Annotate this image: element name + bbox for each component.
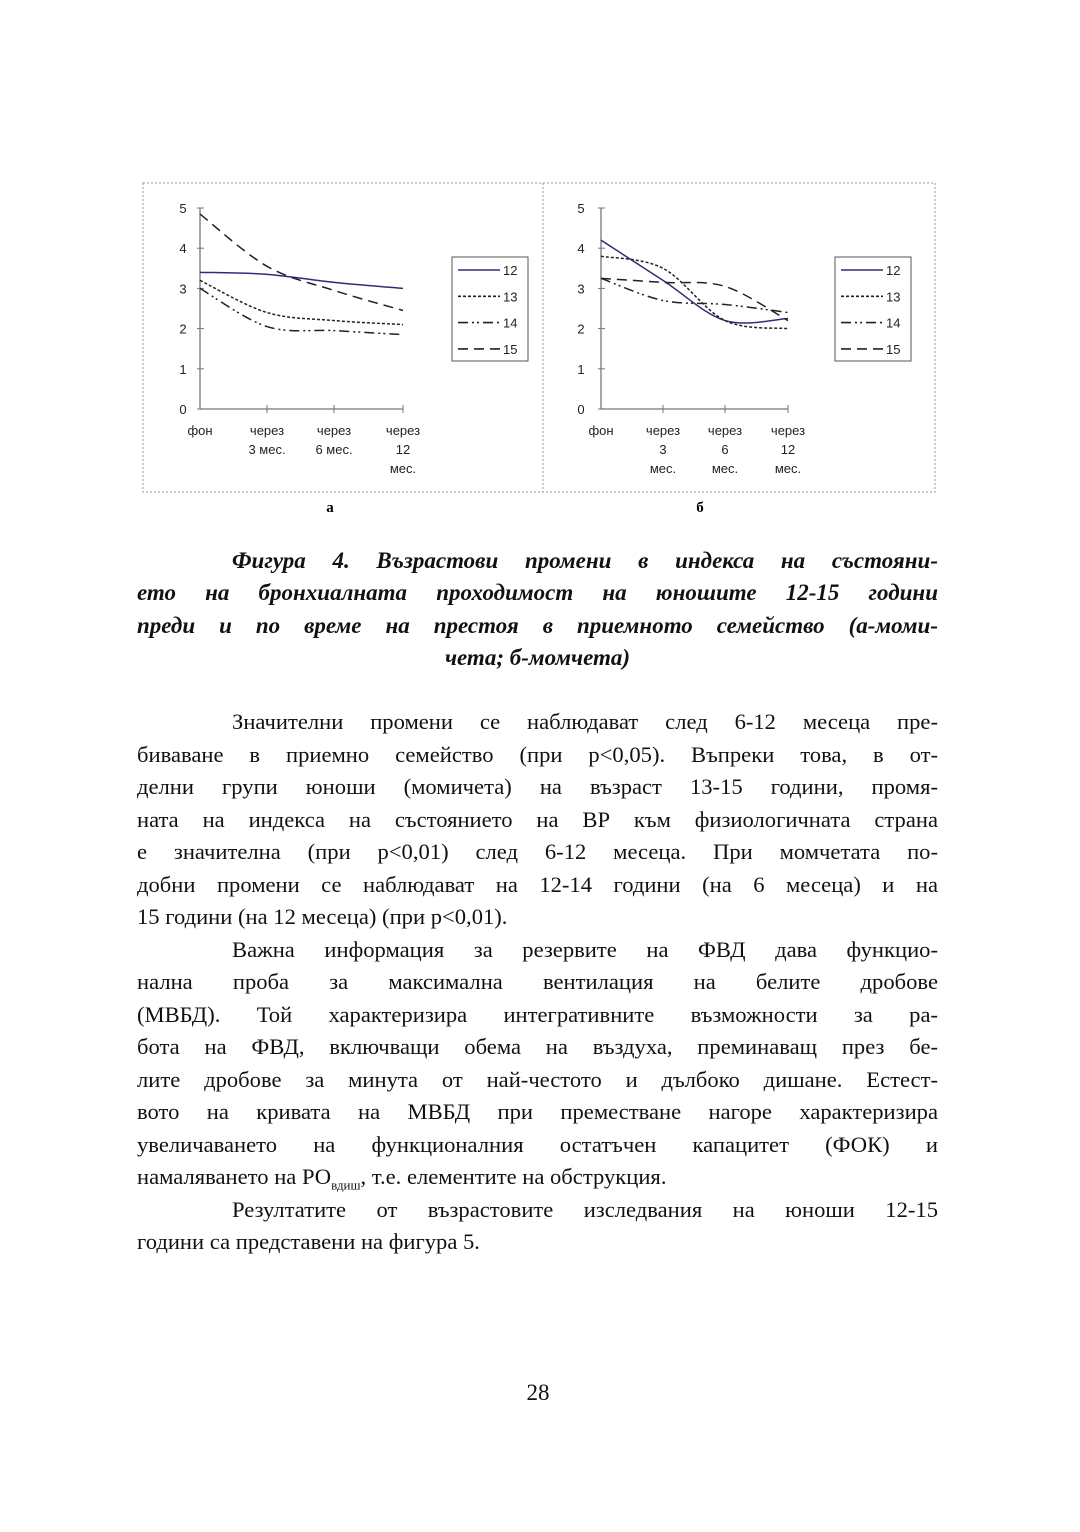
x-tick-label: 12 bbox=[780, 442, 796, 457]
chart-boys bbox=[577, 201, 911, 476]
legend-label: 13 bbox=[503, 289, 518, 305]
x-tick-label: через bbox=[770, 423, 806, 438]
text-line: ната на индекса на състоянието на ВР към физиологичната страна bbox=[137, 806, 938, 832]
x-tick-label: 3 мес. bbox=[248, 442, 286, 457]
text-line: 15 години (на 12 месеца) (при p<0,01). bbox=[137, 904, 508, 929]
y-tick-label: 2 bbox=[577, 321, 585, 337]
series-line-12 bbox=[601, 240, 788, 323]
x-tick-label: через bbox=[316, 423, 352, 438]
series-line-15 bbox=[601, 278, 788, 320]
text-line: Резултатите от възрастовите изследвания на юноши 12-15 bbox=[232, 1196, 938, 1222]
text-line: вото на кривата на МВБД при преместване нагоре характеризира bbox=[137, 1099, 938, 1124]
text-line: (МВБД). Той характеризира интегративните възможности за ра- bbox=[137, 1001, 938, 1027]
x-tick-label: 3 bbox=[659, 442, 667, 457]
legend-label: 14 bbox=[503, 315, 518, 331]
x-tick-label: 6 мес. bbox=[315, 442, 353, 457]
body-text bbox=[137, 706, 938, 1259]
figure-caption bbox=[137, 545, 938, 674]
x-tick-label: через bbox=[707, 423, 743, 438]
text-line: биваване в приемно семейство (при p<0,05). Въпреки това, в от- bbox=[137, 741, 938, 767]
x-tick-label: мес. bbox=[649, 461, 677, 476]
panel-label-a: а bbox=[326, 500, 334, 516]
x-tick-label: фон bbox=[187, 423, 213, 438]
x-tick-label: 6 bbox=[721, 442, 729, 457]
text-line: нална проба за максимална вентилация на белите дробове bbox=[137, 969, 938, 994]
legend-label: 12 bbox=[886, 263, 901, 278]
y-tick-label: 4 bbox=[179, 241, 187, 257]
x-tick-label: мес. bbox=[389, 461, 417, 476]
figure-4 bbox=[0, 0, 1080, 540]
text-line: Важна информация за резервите на ФВД дава функцио- bbox=[232, 936, 938, 962]
page-number: 28 bbox=[526, 1380, 550, 1405]
y-tick-label: 3 bbox=[577, 281, 585, 297]
text-line: добни промени се наблюдават на 12-14 години (на 6 месеца) и на bbox=[137, 871, 938, 897]
series-line-13 bbox=[601, 256, 788, 328]
caption-line: ето на бронхиалната проходимост на юношите 12-15 години bbox=[137, 580, 938, 606]
text-line: години са представени на фигура 5. bbox=[137, 1229, 480, 1254]
x-tick-label: через bbox=[249, 423, 285, 438]
y-tick-label: 3 bbox=[179, 281, 187, 297]
panel-label-b: б bbox=[696, 500, 704, 516]
y-tick-label: 5 bbox=[179, 201, 187, 216]
caption-line: преди и по време на престоя в приемното семейство (а-моми- bbox=[137, 612, 938, 638]
legend-label: 13 bbox=[886, 289, 901, 305]
text-line: е значителна (при p<0,01) след 6-12 месеца. При момчетата по- bbox=[137, 839, 938, 864]
series-line-12 bbox=[200, 272, 403, 288]
text-fragment: , т.е. елементите на обструкция. bbox=[360, 1164, 667, 1189]
x-tick-label: через bbox=[645, 423, 681, 438]
text-line: увеличаването на функционалния остатъчен капацитет (ФОК) и bbox=[137, 1131, 938, 1157]
text-line: лите дробове за минута от най-честото и дълбоко дишане. Естест- bbox=[137, 1066, 938, 1092]
y-tick-label: 1 bbox=[179, 361, 187, 377]
y-tick-label: 4 bbox=[577, 241, 585, 257]
caption-line: Фигура 4. Възрастови промени в индекса на състояни- bbox=[232, 548, 938, 573]
series-line-15 bbox=[200, 214, 403, 310]
y-tick-label: 0 bbox=[179, 402, 187, 417]
x-tick-label: фон bbox=[588, 423, 614, 438]
legend-label: 15 bbox=[503, 341, 518, 357]
text-line: бота на ФВД, включващи обема на въздуха, преминаващ през бе- bbox=[137, 1034, 938, 1059]
text-line bbox=[137, 1161, 938, 1194]
subscript: вдиш bbox=[331, 1177, 361, 1193]
caption-line: чета; б-момчета) bbox=[444, 644, 631, 670]
x-tick-label: мес. bbox=[711, 461, 739, 476]
legend-label: 14 bbox=[886, 315, 901, 331]
x-tick-label: через bbox=[385, 423, 421, 438]
x-tick-label: 12 bbox=[395, 442, 411, 457]
y-tick-label: 2 bbox=[179, 321, 187, 337]
y-tick-label: 0 bbox=[577, 402, 585, 417]
chart-girls bbox=[179, 201, 528, 476]
legend-label: 15 bbox=[886, 341, 901, 357]
text-fragment: намаляването на РО bbox=[137, 1164, 332, 1189]
y-tick-label: 5 bbox=[577, 201, 585, 216]
legend-label: 12 bbox=[503, 263, 518, 278]
y-tick-label: 1 bbox=[577, 361, 585, 377]
text-line: делни групи юноши (момичета) на възраст 13-15 години, промя- bbox=[137, 774, 938, 799]
x-tick-label: мес. bbox=[774, 461, 802, 476]
series-line-14 bbox=[200, 288, 403, 334]
text-line: Значителни промени се наблюдават след 6-12 месеца пре- bbox=[232, 709, 938, 734]
